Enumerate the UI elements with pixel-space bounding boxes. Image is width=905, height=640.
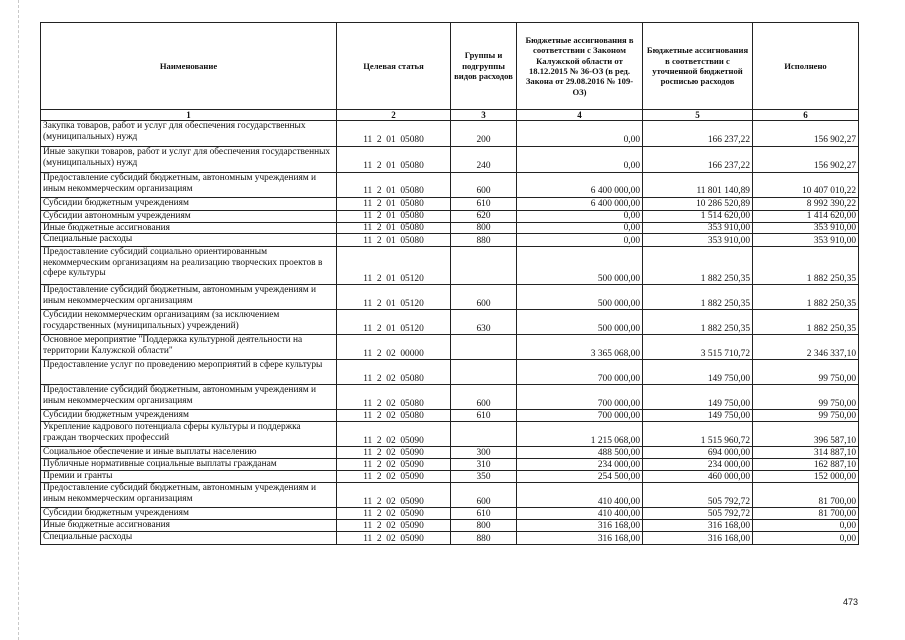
row-expense-group: 200 <box>451 121 517 147</box>
table-row <box>41 520 859 532</box>
row-expense-group: 350 <box>451 471 517 483</box>
row-refined-amount: 1 882 250,35 <box>643 310 753 335</box>
row-expense-group: 600 <box>451 285 517 310</box>
row-name: Предоставление субсидий бюджетным, автономным учреждениям и иным некоммерческим организациям <box>41 173 337 198</box>
row-executed-amount: 1 882 250,35 <box>753 285 859 310</box>
row-target-article: 11 2 02 05090 <box>337 508 451 520</box>
header-expense-groups: Группы и подгруппы видов расходов <box>451 23 517 110</box>
row-refined-amount: 694 000,00 <box>643 447 753 459</box>
row-expense-group: 610 <box>451 508 517 520</box>
row-law-amount: 6 400 000,00 <box>517 198 643 211</box>
row-name: Субсидии автономным учреждениям <box>41 211 337 223</box>
row-name: Субсидии некоммерческим организациям (за исключением государственных (муниципальных) учреждений) <box>41 310 337 335</box>
table-row <box>41 447 859 459</box>
column-number: 5 <box>643 110 753 121</box>
scan-margin-line <box>18 0 19 640</box>
row-refined-amount: 316 168,00 <box>643 520 753 532</box>
row-expense-group: 310 <box>451 459 517 471</box>
row-target-article: 11 2 02 00000 <box>337 335 451 360</box>
row-refined-amount: 353 910,00 <box>643 222 753 234</box>
row-name: Закупка товаров, работ и услуг для обеспечения государственных (муниципальных) нужд <box>41 121 337 147</box>
row-name: Укрепление кадрового потенциала сферы культуры и поддержка граждан творческих профессий <box>41 422 337 447</box>
table-row <box>41 234 859 247</box>
row-name: Иные бюджетные ассигнования <box>41 520 337 532</box>
row-executed-amount: 353 910,00 <box>753 234 859 247</box>
table-row <box>41 121 859 147</box>
row-name: Предоставление субсидий бюджетным, автономным учреждениям и иным некоммерческим организациям <box>41 285 337 310</box>
column-number: 4 <box>517 110 643 121</box>
row-expense-group <box>451 247 517 285</box>
table-row <box>41 147 859 173</box>
row-law-amount: 500 000,00 <box>517 285 643 310</box>
row-name: Основное мероприятие "Поддержка культурной деятельности на территории Калужской области" <box>41 335 337 360</box>
row-refined-amount: 3 515 710,72 <box>643 335 753 360</box>
table-row <box>41 483 859 508</box>
row-name: Иные бюджетные ассигнования <box>41 222 337 234</box>
row-law-amount: 234 000,00 <box>517 459 643 471</box>
row-executed-amount: 1 882 250,35 <box>753 310 859 335</box>
table-row <box>41 211 859 223</box>
row-target-article: 11 2 02 05090 <box>337 532 451 545</box>
row-name: Специальные расходы <box>41 532 337 545</box>
table-row <box>41 173 859 198</box>
row-target-article: 11 2 01 05120 <box>337 285 451 310</box>
row-target-article: 11 2 01 05120 <box>337 247 451 285</box>
row-target-article: 11 2 02 05090 <box>337 520 451 532</box>
row-law-amount: 3 365 068,00 <box>517 335 643 360</box>
row-law-amount: 0,00 <box>517 222 643 234</box>
row-executed-amount: 0,00 <box>753 532 859 545</box>
row-executed-amount: 2 346 337,10 <box>753 335 859 360</box>
table-header-row <box>41 23 859 110</box>
row-law-amount: 700 000,00 <box>517 360 643 385</box>
row-expense-group: 800 <box>451 222 517 234</box>
row-name: Предоставление услуг по проведению мероприятий в сфере культуры <box>41 360 337 385</box>
row-law-amount: 410 400,00 <box>517 508 643 520</box>
column-number-row <box>41 110 859 121</box>
row-executed-amount: 1 414 620,00 <box>753 211 859 223</box>
row-executed-amount: 156 902,27 <box>753 147 859 173</box>
table-row <box>41 335 859 360</box>
row-law-amount: 700 000,00 <box>517 410 643 422</box>
row-law-amount: 410 400,00 <box>517 483 643 508</box>
row-target-article: 11 2 02 05080 <box>337 385 451 410</box>
row-executed-amount: 156 902,27 <box>753 121 859 147</box>
row-law-amount: 316 168,00 <box>517 532 643 545</box>
row-law-amount: 316 168,00 <box>517 520 643 532</box>
row-expense-group: 880 <box>451 532 517 545</box>
row-name: Субсидии бюджетным учреждениям <box>41 410 337 422</box>
row-executed-amount: 152 000,00 <box>753 471 859 483</box>
row-expense-group: 620 <box>451 211 517 223</box>
row-refined-amount: 10 286 520,89 <box>643 198 753 211</box>
row-refined-amount: 353 910,00 <box>643 234 753 247</box>
row-law-amount: 0,00 <box>517 234 643 247</box>
row-name: Предоставление субсидий бюджетным, автономным учреждениям и иным некоммерческим организациям <box>41 483 337 508</box>
row-refined-amount: 149 750,00 <box>643 410 753 422</box>
table-row <box>41 310 859 335</box>
row-name: Субсидии бюджетным учреждениям <box>41 198 337 211</box>
row-refined-amount: 316 168,00 <box>643 532 753 545</box>
row-executed-amount: 8 992 390,22 <box>753 198 859 211</box>
row-name: Социальное обеспечение и иные выплаты населению <box>41 447 337 459</box>
row-executed-amount: 162 887,10 <box>753 459 859 471</box>
row-refined-amount: 149 750,00 <box>643 360 753 385</box>
row-refined-amount: 149 750,00 <box>643 385 753 410</box>
table-body <box>41 121 859 545</box>
row-law-amount: 0,00 <box>517 121 643 147</box>
table-row <box>41 508 859 520</box>
row-target-article: 11 2 01 05080 <box>337 147 451 173</box>
row-law-amount: 254 500,00 <box>517 471 643 483</box>
row-expense-group: 880 <box>451 234 517 247</box>
row-refined-amount: 505 792,72 <box>643 508 753 520</box>
row-name: Иные закупки товаров, работ и услуг для обеспечения государственных (муниципальных) нужд <box>41 147 337 173</box>
table-row <box>41 459 859 471</box>
row-name: Предоставление субсидий бюджетным, автономным учреждениям и иным некоммерческим организациям <box>41 385 337 410</box>
row-executed-amount: 353 910,00 <box>753 222 859 234</box>
row-executed-amount: 99 750,00 <box>753 360 859 385</box>
row-law-amount: 500 000,00 <box>517 247 643 285</box>
column-number: 1 <box>41 110 337 121</box>
row-expense-group <box>451 335 517 360</box>
row-refined-amount: 1 882 250,35 <box>643 285 753 310</box>
row-law-amount: 0,00 <box>517 147 643 173</box>
table-row <box>41 247 859 285</box>
row-target-article: 11 2 01 05080 <box>337 173 451 198</box>
row-expense-group: 300 <box>451 447 517 459</box>
row-expense-group: 610 <box>451 198 517 211</box>
row-expense-group: 630 <box>451 310 517 335</box>
header-executed: Исполнено <box>753 23 859 110</box>
header-target-article: Целевая статья <box>337 23 451 110</box>
row-name: Предоставление субсидий социально ориентированным некоммерческим организациям на реализацию творческих проектов в сфере культуры <box>41 247 337 285</box>
header-law-allocations: Бюджетные ассигнования в соответствии с Законом Калужской области от 18.12.2015 № 36-ОЗ (в ред. Закона от 29.08.2016 № 109-ОЗ) <box>517 23 643 110</box>
table-row <box>41 285 859 310</box>
table-row <box>41 422 859 447</box>
page-number: 473 <box>843 597 859 607</box>
row-executed-amount: 10 407 010,22 <box>753 173 859 198</box>
row-expense-group: 240 <box>451 147 517 173</box>
row-executed-amount: 396 587,10 <box>753 422 859 447</box>
budget-table <box>40 22 859 545</box>
row-target-article: 11 2 02 05090 <box>337 459 451 471</box>
row-refined-amount: 234 000,00 <box>643 459 753 471</box>
row-target-article: 11 2 01 05120 <box>337 310 451 335</box>
row-executed-amount: 99 750,00 <box>753 385 859 410</box>
column-number: 3 <box>451 110 517 121</box>
row-executed-amount: 99 750,00 <box>753 410 859 422</box>
row-law-amount: 500 000,00 <box>517 310 643 335</box>
row-target-article: 11 2 02 05080 <box>337 360 451 385</box>
table-row <box>41 360 859 385</box>
row-law-amount: 700 000,00 <box>517 385 643 410</box>
table-row <box>41 222 859 234</box>
row-expense-group: 600 <box>451 483 517 508</box>
row-target-article: 11 2 02 05090 <box>337 483 451 508</box>
row-refined-amount: 1 514 620,00 <box>643 211 753 223</box>
row-target-article: 11 2 02 05090 <box>337 471 451 483</box>
row-executed-amount: 81 700,00 <box>753 483 859 508</box>
row-name: Субсидии бюджетным учреждениям <box>41 508 337 520</box>
table-row <box>41 385 859 410</box>
row-refined-amount: 1 515 960,72 <box>643 422 753 447</box>
table-row <box>41 471 859 483</box>
row-target-article: 11 2 02 05080 <box>337 410 451 422</box>
row-target-article: 11 2 01 05080 <box>337 198 451 211</box>
header-refined-allocations: Бюджетные ассигнования в соответствии с уточненной бюджетной росписью расходов <box>643 23 753 110</box>
row-refined-amount: 11 801 140,89 <box>643 173 753 198</box>
row-target-article: 11 2 02 05090 <box>337 422 451 447</box>
row-law-amount: 488 500,00 <box>517 447 643 459</box>
row-expense-group <box>451 422 517 447</box>
row-law-amount: 6 400 000,00 <box>517 173 643 198</box>
row-refined-amount: 166 237,22 <box>643 147 753 173</box>
row-name: Специальные расходы <box>41 234 337 247</box>
row-executed-amount: 81 700,00 <box>753 508 859 520</box>
row-executed-amount: 314 887,10 <box>753 447 859 459</box>
row-refined-amount: 166 237,22 <box>643 121 753 147</box>
row-expense-group: 610 <box>451 410 517 422</box>
row-law-amount: 0,00 <box>517 211 643 223</box>
row-refined-amount: 505 792,72 <box>643 483 753 508</box>
row-law-amount: 1 215 068,00 <box>517 422 643 447</box>
row-name: Публичные нормативные социальные выплаты гражданам <box>41 459 337 471</box>
row-refined-amount: 1 882 250,35 <box>643 247 753 285</box>
table-row <box>41 198 859 211</box>
row-expense-group: 600 <box>451 385 517 410</box>
row-expense-group <box>451 360 517 385</box>
table-row <box>41 532 859 545</box>
row-target-article: 11 2 01 05080 <box>337 234 451 247</box>
header-name: Наименование <box>41 23 337 110</box>
row-target-article: 11 2 01 05080 <box>337 211 451 223</box>
row-expense-group: 800 <box>451 520 517 532</box>
row-expense-group: 600 <box>451 173 517 198</box>
table-row <box>41 410 859 422</box>
row-name: Премии и гранты <box>41 471 337 483</box>
row-target-article: 11 2 01 05080 <box>337 121 451 147</box>
column-number: 2 <box>337 110 451 121</box>
row-executed-amount: 1 882 250,35 <box>753 247 859 285</box>
row-target-article: 11 2 01 05080 <box>337 222 451 234</box>
row-executed-amount: 0,00 <box>753 520 859 532</box>
row-target-article: 11 2 02 05090 <box>337 447 451 459</box>
column-number: 6 <box>753 110 859 121</box>
row-refined-amount: 460 000,00 <box>643 471 753 483</box>
